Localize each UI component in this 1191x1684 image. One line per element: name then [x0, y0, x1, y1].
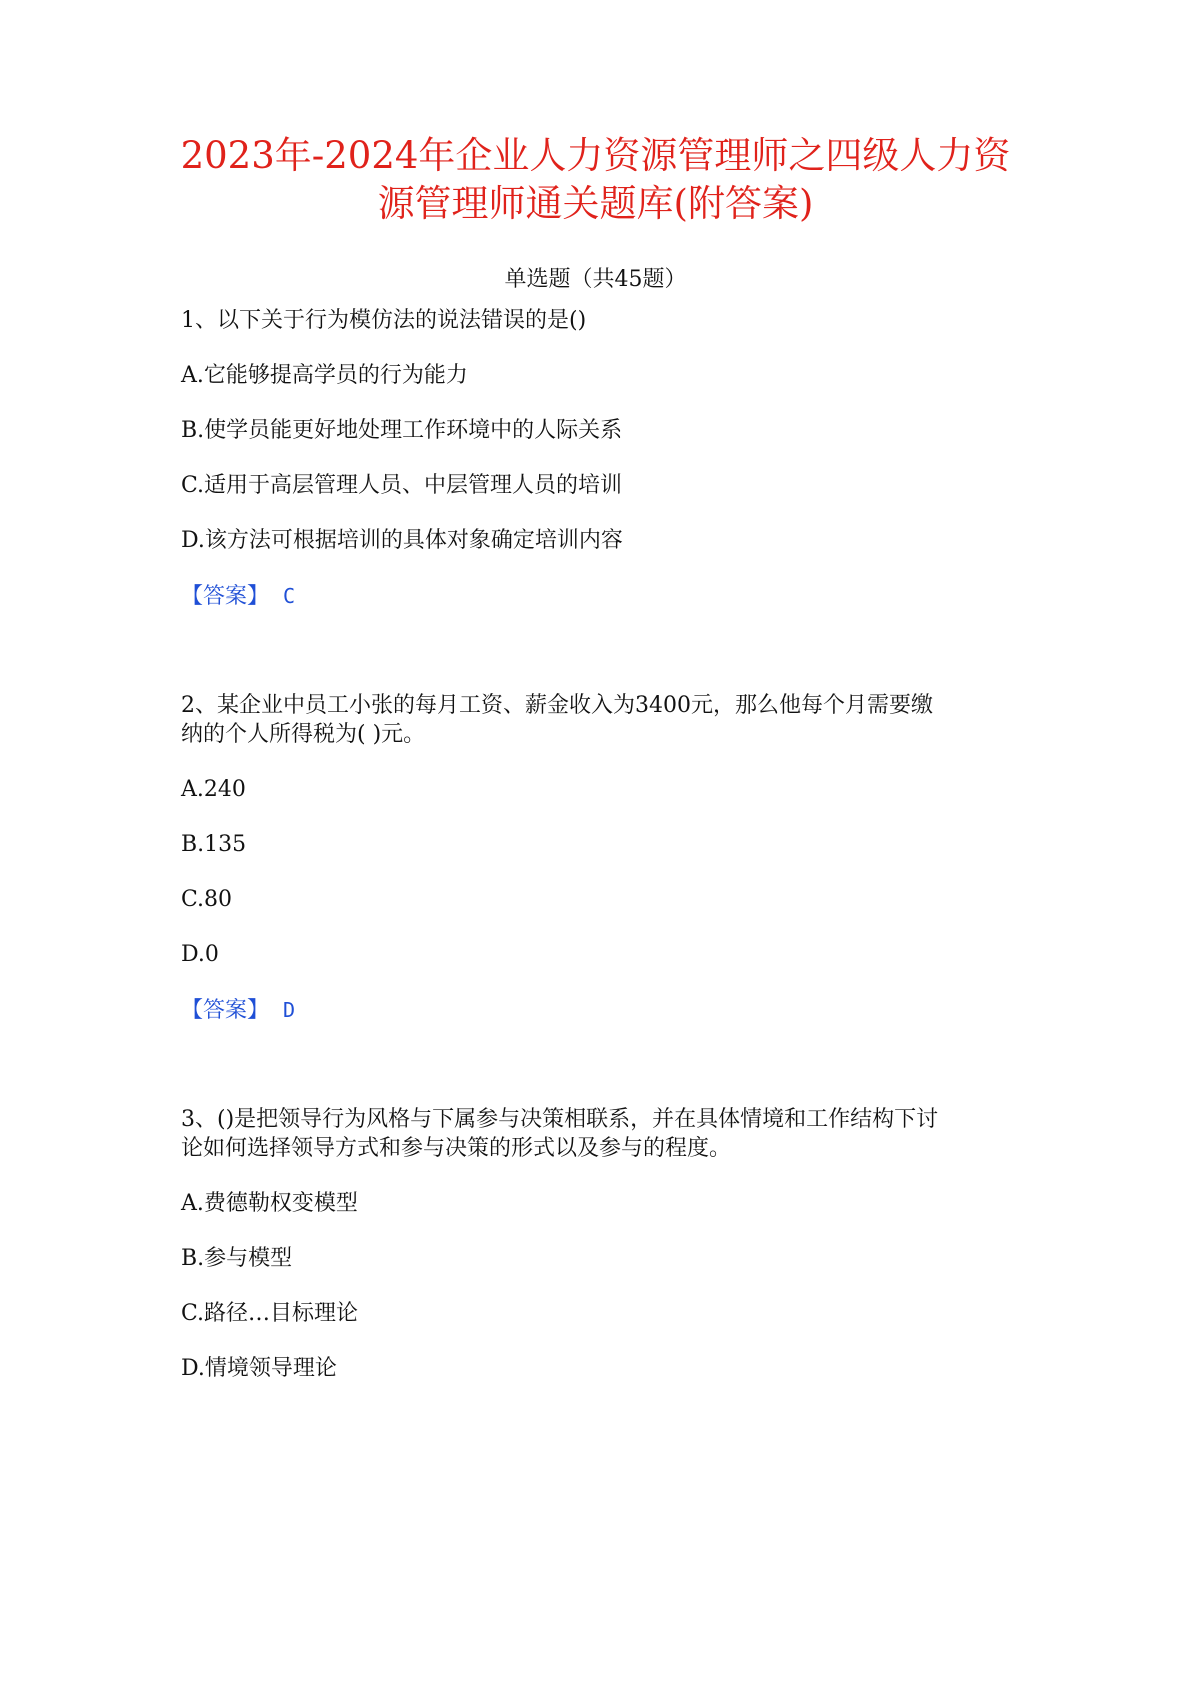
- question-2-answer: [181, 995, 1041, 1026]
- question-3-stem-line-2: 论如何选择领导方式和参与决策的形式以及参与的程度。: [181, 1136, 732, 1161]
- document-title-line-1: 2023年-2024年企业人力资源管理师之四级人力资: [180, 134, 1011, 177]
- question-1-option-a: A.它能够提高学员的行为能力: [181, 363, 468, 388]
- document-title-line-2: 源管理师通关题库(附答案): [377, 182, 814, 225]
- question-2-option-b: B.135: [181, 832, 247, 857]
- question-2-stem-line-1: 2、某企业中员工小张的每月工资、薪金收入为3400元，那么他每个月需要缴: [181, 693, 933, 718]
- answer-value: C: [283, 584, 296, 608]
- question-1-option-b: B.使学员能更好地处理工作环境中的人际关系: [181, 418, 623, 443]
- section-heading: 单选题（共45题）: [504, 267, 687, 292]
- question-1-option-c: C.适用于高层管理人员、中层管理人员的培训: [181, 473, 623, 498]
- question-1-stem: 1、以下关于行为模仿法的说法错误的是(): [181, 308, 587, 333]
- question-2-option-c: C.80: [181, 887, 233, 912]
- answer-value: D: [283, 998, 296, 1022]
- question-3-option-c: C.路径…目标理论: [181, 1301, 359, 1326]
- answer-label: 【答案】: [181, 998, 270, 1023]
- question-3-option-b: B.参与模型: [181, 1246, 293, 1271]
- question-1-answer: [181, 581, 1041, 612]
- question-3-option-d: D.情境领导理论: [181, 1356, 337, 1381]
- question-2-option-a: A.240: [181, 777, 246, 802]
- question-3-stem-line-1: 3、()是把领导行为风格与下属参与决策相联系，并在具体情境和工作结构下讨: [181, 1107, 939, 1132]
- answer-label: 【答案】: [181, 584, 270, 609]
- question-2-option-d: D.0: [181, 942, 219, 967]
- question-3-option-a: A.费德勒权变模型: [181, 1191, 358, 1216]
- question-1-option-d: D.该方法可根据培训的具体对象确定培训内容: [181, 528, 623, 553]
- question-2-stem-line-2: 纳的个人所得税为( )元。: [181, 722, 426, 747]
